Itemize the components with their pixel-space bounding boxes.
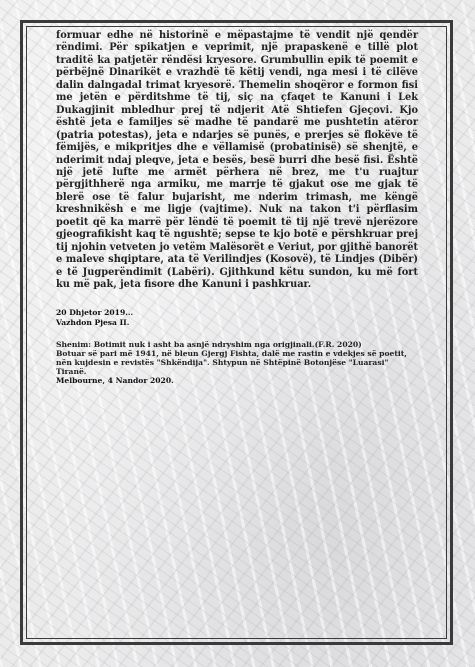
note-line-publication: Botuar së pari më 1941, në bleun Gjergj Fishta, dalë me rastin e vdekjes së poetit, nën kujdesin e revistës "Shkëndija". Shtypun në Shtëpinë Botonjëse "Luarasi" Tiranë. xyxy=(56,348,407,377)
publication-note xyxy=(56,340,418,386)
document-content xyxy=(56,30,418,386)
note-line-original: Shenim: Botimit nuk i asht ba asnjë ndryshim nga origjinali.(F.R. 2020) xyxy=(56,339,362,349)
continuation-note: Vazhdon Pjesa II. xyxy=(56,317,130,327)
signature-block xyxy=(56,308,418,328)
article-body: formuar edhe në historinë e mëpastajme të vendit një qendër rëndimi. Për spikatjen e veprimit, një prapaskenë e tillë plot traditë ka patjetër rëndësi kryesore. Grumbullin epik të poemit e përbëjnë Dinarikët e vrazhdë të këtij vendi, nga mesi i të cilëve dalin dalngadal trimat kryesorë. Themelin shoqëror e formon fisi me jetën e përditshme të tij, siç na çfaqet te Kanuni i Lek Dukagjinit mbledhur prej të ndjerit Atë Shtiefen Gjeçovi. Kjo është jeta e familjes së madhe të pandarë me pushtetin atëror (patria potestas), jeta e ndarjes së punës, e prerjes së flokëve të fëmijës, e mikpritjes dhe e vëllamisë (probatinisë) së shenjtë, e nderimit ndaj pleqve, jeta e besës, besë burri dhe besë fisi. Është një jetë lufte me armët përhera në brez, me t'u ruajtur përgjithherë nga armiku, me marrje të gjakut ose me gjak të blerë ose të falur bujarisht, me nderim trimash, me këngë kreshnikësh e me ligje (vajtime). Nuk na takon t'i përflasim poetit që ka marrë për lëndë të poemit të tij një trevë njerëzore gjeografikisht kaq të ngushtë; sepse te kjo botë e përshkruar prej tij njohin vetveten jo vetëm Malësorët e Veriut, por gjithë banorët e maleve shqiptare, ata të Verilindjes (Kosovë), të Lindjes (Dibër) e të Jugperëndimit (Labëri). Gjithkund këtu sundon, ku më fort ku më pak, jeta fisore dhe Kanuni i pashkruar. xyxy=(56,30,419,291)
signature-date: 20 Dhjetor 2019... xyxy=(56,307,134,317)
note-place-date: Melbourne, 4 Nandor 2020. xyxy=(56,376,174,386)
